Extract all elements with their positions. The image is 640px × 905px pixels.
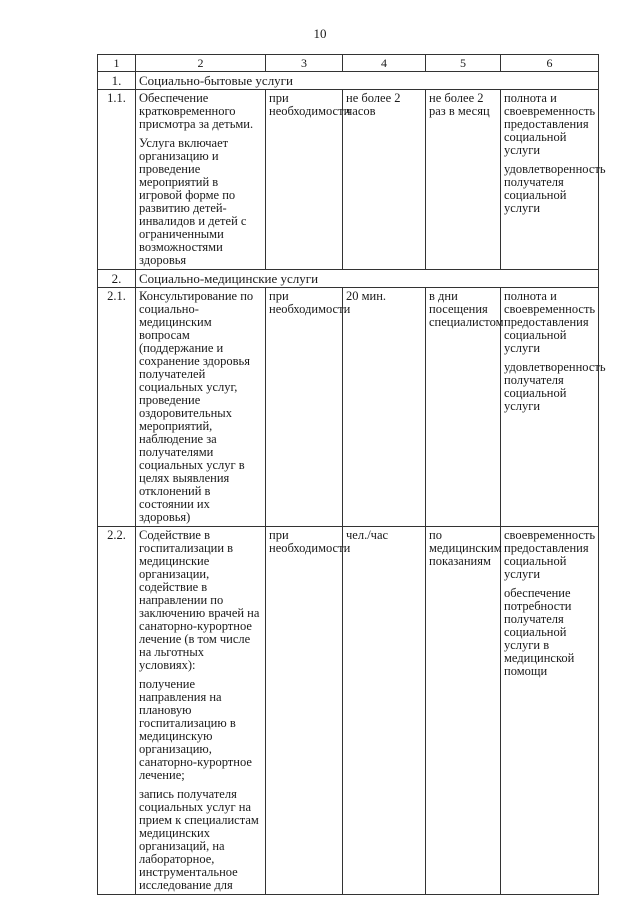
section-row [98,72,599,90]
service-provision: при необходимости [266,288,343,527]
column-number-cell: 6 [501,55,599,72]
section-title: Социально-бытовые услуги [136,72,599,90]
service-description [136,288,266,527]
service-frequency: не более 2 раз в месяц [426,90,501,270]
service-row [98,90,599,270]
column-number-cell: 3 [266,55,343,72]
service-paragraph: получение направления на плановую госпитализацию в медицинскую организацию, санаторно-курортное лечение; [139,677,252,782]
service-paragraph: Содействие в госпитализации в медицинские организации, содействие в направлении по заключению врачей на санаторно-курортное лечение (в том числе на льготных условиях): [139,528,260,672]
service-number: 1.1. [98,90,136,270]
service-description [136,527,266,895]
service-duration: не более 2 часов [343,90,426,270]
service-row [98,288,599,527]
criteria-paragraph: своевременность предоставления социальной услуги [504,528,596,581]
social-services-table [97,54,606,895]
column-number-cell: 5 [426,55,501,72]
service-paragraph: Обеспечение кратковременного присмотра за детьми. [139,91,254,131]
service-duration: чел./час [343,527,426,895]
column-number-cell: 4 [343,55,426,72]
criteria-paragraph: удовлетворенность получателя социальной услуги [504,360,606,413]
column-number-cell: 1 [98,55,136,72]
column-number-cell: 2 [136,55,266,72]
criteria-paragraph: удовлетворенность получателя социальной услуги [504,162,606,215]
service-description [136,90,266,270]
criteria-paragraph: обеспечение потребности получателя социальной услуги в медицинской помощи [504,586,575,678]
page-number: 10 [313,26,327,41]
service-duration: 20 мин. [343,288,426,527]
service-paragraph: Услуга включает организацию и проведение мероприятий в игровой форме по развитию детей-инвалидов и детей с ограниченными возможностями здоровья [139,136,247,267]
service-criteria [501,288,606,527]
section-title: Социально-медицинские услуги [136,270,599,288]
section-number: 2. [98,270,136,288]
service-frequency: по медицинским показаниям [426,527,501,895]
criteria-paragraph: полнота и своевременность предоставления социальной услуги [504,289,596,355]
section-row [98,270,599,288]
service-criteria [501,527,599,895]
section-number: 1. [98,72,136,90]
column-number-row [98,55,599,72]
service-provision: при необходимости [266,527,343,895]
service-number: 2.1. [98,288,136,527]
service-row [98,527,599,895]
service-paragraph: Консультирование по социально-медицинским вопросам (поддержание и сохранение здоровья получателей социальных услуг, проведение оздоровительных мероприятий, наблюдение за получателями социальных услуг в целях выявления отклонений в состоянии их здоровья) [139,289,254,524]
service-frequency: в дни посещения специалистом [426,288,501,527]
criteria-paragraph: полнота и своевременность предоставления социальной услуги [504,91,596,157]
service-criteria [501,90,606,270]
service-provision: при необходимости [266,90,343,270]
service-paragraph: запись получателя социальных услуг на прием к специалистам медицинских организаций, на лабораторное, инструментальное исследование для [139,787,259,892]
service-number: 2.2. [98,527,136,895]
